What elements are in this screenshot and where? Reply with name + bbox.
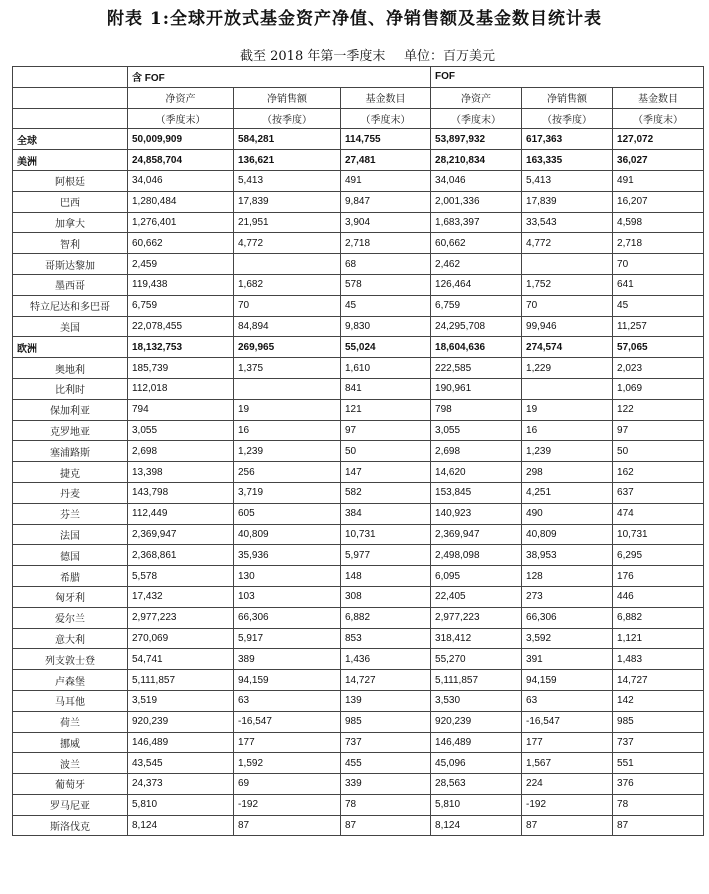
value-cell: 3,904 [341, 212, 431, 233]
region-name: 克罗地亚 [13, 420, 128, 441]
table-row [13, 295, 704, 316]
value-cell: 273 [522, 586, 613, 607]
value-cell: 10,731 [341, 524, 431, 545]
table-row [13, 441, 704, 462]
value-cell: 5,917 [234, 628, 341, 649]
value-cell: 256 [234, 462, 341, 483]
value-cell: 14,727 [613, 670, 704, 691]
region-name: 匈牙利 [13, 586, 128, 607]
value-cell: 8,124 [128, 815, 234, 836]
region-name: 巴西 [13, 191, 128, 212]
value-cell: 5,413 [234, 170, 341, 191]
value-cell: 1,375 [234, 358, 341, 379]
value-cell: 22,405 [431, 586, 522, 607]
value-cell: 384 [341, 503, 431, 524]
value-cell: 97 [613, 420, 704, 441]
column-subheader-row [13, 108, 704, 129]
value-cell: 19 [234, 399, 341, 420]
value-cell: 1,280,484 [128, 191, 234, 212]
col-subheader: （季度末） [431, 108, 522, 129]
value-cell: 28,210,834 [431, 150, 522, 171]
table-row [13, 774, 704, 795]
region-name: 芬兰 [13, 503, 128, 524]
value-cell: 163,335 [522, 150, 613, 171]
value-cell: 6,759 [128, 295, 234, 316]
region-name: 美国 [13, 316, 128, 337]
value-cell: 119,438 [128, 274, 234, 295]
value-cell: 112,018 [128, 378, 234, 399]
col-subheader: （按季度） [234, 108, 341, 129]
region-name: 哥斯达黎加 [13, 254, 128, 275]
region-name: 保加利亚 [13, 399, 128, 420]
subheader-blank [13, 108, 128, 129]
value-cell: 130 [234, 566, 341, 587]
column-header-row [13, 87, 704, 108]
value-cell: 4,251 [522, 482, 613, 503]
value-cell: 582 [341, 482, 431, 503]
value-cell: 55,270 [431, 649, 522, 670]
page-title: 附表 1:全球开放式基金资产净值、净销售额及基金数目统计表 [106, 9, 603, 29]
value-cell: -16,547 [234, 711, 341, 732]
region-name: 比利时 [13, 378, 128, 399]
region-name: 马耳他 [13, 690, 128, 711]
value-cell: 6,759 [431, 295, 522, 316]
value-cell: 2,977,223 [431, 607, 522, 628]
region-name: 塞浦路斯 [13, 441, 128, 462]
value-cell: 5,578 [128, 566, 234, 587]
value-cell: 127,072 [613, 129, 704, 150]
value-cell: 339 [341, 774, 431, 795]
value-cell: 985 [613, 711, 704, 732]
value-cell: 69 [234, 774, 341, 795]
value-cell: 36,027 [613, 150, 704, 171]
table-row [13, 378, 704, 399]
value-cell: 641 [613, 274, 704, 295]
value-cell: 18,604,636 [431, 337, 522, 358]
col-subheader: （按季度） [522, 108, 613, 129]
value-cell: 3,719 [234, 482, 341, 503]
col-subheader: （季度末） [341, 108, 431, 129]
value-cell: 139 [341, 690, 431, 711]
value-cell: 87 [341, 815, 431, 836]
value-cell: 4,772 [234, 233, 341, 254]
table-row [13, 191, 704, 212]
value-cell: 841 [341, 378, 431, 399]
value-cell: 143,798 [128, 482, 234, 503]
value-cell: 2,462 [431, 254, 522, 275]
table-row [13, 316, 704, 337]
region-name: 智利 [13, 233, 128, 254]
value-cell: 176 [613, 566, 704, 587]
value-cell: 1,483 [613, 649, 704, 670]
value-cell: 737 [613, 732, 704, 753]
value-cell: 920,239 [128, 711, 234, 732]
value-cell: -192 [522, 794, 613, 815]
value-cell: 17,432 [128, 586, 234, 607]
value-cell: 45 [613, 295, 704, 316]
value-cell: 190,961 [431, 378, 522, 399]
value-cell: 50 [613, 441, 704, 462]
value-cell: 153,845 [431, 482, 522, 503]
table-row [13, 794, 704, 815]
region-name: 列支敦士登 [13, 649, 128, 670]
table-row [13, 670, 704, 691]
value-cell: 2,023 [613, 358, 704, 379]
value-cell: 1,276,401 [128, 212, 234, 233]
region-name: 阿根廷 [13, 170, 128, 191]
value-cell: 9,847 [341, 191, 431, 212]
value-cell: 2,718 [613, 233, 704, 254]
value-cell: 121 [341, 399, 431, 420]
col-subheader: （季度末） [613, 108, 704, 129]
value-cell: 33,543 [522, 212, 613, 233]
table-row [13, 690, 704, 711]
value-cell: 2,459 [128, 254, 234, 275]
value-cell: 19 [522, 399, 613, 420]
value-cell: 5,810 [128, 794, 234, 815]
value-cell: 66,306 [234, 607, 341, 628]
value-cell [522, 378, 613, 399]
value-cell: 70 [613, 254, 704, 275]
value-cell: 3,530 [431, 690, 522, 711]
col-header: 净销售额 [234, 87, 341, 108]
value-cell: 6,882 [341, 607, 431, 628]
value-cell: 11,257 [613, 316, 704, 337]
value-cell: 391 [522, 649, 613, 670]
value-cell: 1,229 [522, 358, 613, 379]
value-cell: 18,132,753 [128, 337, 234, 358]
value-cell: 2,498,098 [431, 545, 522, 566]
value-cell: 1,752 [522, 274, 613, 295]
value-cell: 35,936 [234, 545, 341, 566]
table-row [13, 566, 704, 587]
value-cell: 4,598 [613, 212, 704, 233]
value-cell: 9,830 [341, 316, 431, 337]
value-cell: 94,159 [234, 670, 341, 691]
table-row [13, 628, 704, 649]
value-cell: 43,545 [128, 753, 234, 774]
value-cell: 308 [341, 586, 431, 607]
date-note: 截至 2018 年第一季度末 [240, 49, 386, 64]
value-cell: 5,413 [522, 170, 613, 191]
value-cell: 50 [341, 441, 431, 462]
value-cell: 6,882 [613, 607, 704, 628]
table-row [13, 607, 704, 628]
unit-note: 单位：百万美元 [404, 49, 496, 64]
value-cell: 122 [613, 399, 704, 420]
value-cell: 1,239 [234, 441, 341, 462]
value-cell: 60,662 [431, 233, 522, 254]
value-cell: 2,369,947 [128, 524, 234, 545]
value-cell: 185,739 [128, 358, 234, 379]
table-row [13, 337, 704, 358]
value-cell: 147 [341, 462, 431, 483]
value-cell: 270,069 [128, 628, 234, 649]
table-row [13, 753, 704, 774]
value-cell: 1,121 [613, 628, 704, 649]
value-cell: 55,024 [341, 337, 431, 358]
value-cell: 985 [341, 711, 431, 732]
value-cell: 389 [234, 649, 341, 670]
col-header: 净资产 [431, 87, 522, 108]
col-header: 基金数目 [341, 87, 431, 108]
col-subheader: （季度末） [128, 108, 234, 129]
table-row [13, 482, 704, 503]
value-cell: 34,046 [128, 170, 234, 191]
region-name: 爱尔兰 [13, 607, 128, 628]
table-row [13, 129, 704, 150]
region-name: 奥地利 [13, 358, 128, 379]
value-cell: 637 [613, 482, 704, 503]
value-cell: 14,727 [341, 670, 431, 691]
value-cell: 1,592 [234, 753, 341, 774]
region-name: 希腊 [13, 566, 128, 587]
value-cell: 2,698 [128, 441, 234, 462]
table-row [13, 150, 704, 171]
table-row [13, 649, 704, 670]
value-cell: 112,449 [128, 503, 234, 524]
value-cell: 578 [341, 274, 431, 295]
value-cell: 27,481 [341, 150, 431, 171]
value-cell: -16,547 [522, 711, 613, 732]
value-cell: 1,683,397 [431, 212, 522, 233]
value-cell: 87 [522, 815, 613, 836]
value-cell: 737 [341, 732, 431, 753]
value-cell: 140,923 [431, 503, 522, 524]
value-cell: 2,369,947 [431, 524, 522, 545]
value-cell: 45 [341, 295, 431, 316]
value-cell: 13,398 [128, 462, 234, 483]
value-cell: 57,065 [613, 337, 704, 358]
value-cell: 34,046 [431, 170, 522, 191]
table-row [13, 732, 704, 753]
value-cell: 99,946 [522, 316, 613, 337]
value-cell: 2,718 [341, 233, 431, 254]
value-cell: 5,111,857 [431, 670, 522, 691]
value-cell [522, 254, 613, 275]
value-cell: 269,965 [234, 337, 341, 358]
table-row [13, 212, 704, 233]
value-cell: 17,839 [522, 191, 613, 212]
value-cell: 3,519 [128, 690, 234, 711]
value-cell: 136,621 [234, 150, 341, 171]
value-cell: 45,096 [431, 753, 522, 774]
value-cell: 53,897,932 [431, 129, 522, 150]
region-name: 法国 [13, 524, 128, 545]
value-cell: 490 [522, 503, 613, 524]
value-cell: 5,111,857 [128, 670, 234, 691]
value-cell: 148 [341, 566, 431, 587]
value-cell: 617,363 [522, 129, 613, 150]
value-cell: 70 [234, 295, 341, 316]
table-row [13, 462, 704, 483]
value-cell: 14,620 [431, 462, 522, 483]
value-cell: 1,610 [341, 358, 431, 379]
value-cell: 1,239 [522, 441, 613, 462]
col-header: 净销售额 [522, 87, 613, 108]
value-cell: 4,772 [522, 233, 613, 254]
value-cell: 551 [613, 753, 704, 774]
corner-cell [13, 67, 128, 88]
region-name: 卢森堡 [13, 670, 128, 691]
value-cell: 798 [431, 399, 522, 420]
value-cell: 298 [522, 462, 613, 483]
value-cell: 10,731 [613, 524, 704, 545]
region-name: 波兰 [13, 753, 128, 774]
value-cell: 3,592 [522, 628, 613, 649]
value-cell [234, 378, 341, 399]
value-cell: 78 [341, 794, 431, 815]
value-cell: 446 [613, 586, 704, 607]
value-cell: 853 [341, 628, 431, 649]
region-name: 墨西哥 [13, 274, 128, 295]
value-cell: 22,078,455 [128, 316, 234, 337]
region-name: 特立尼达和多巴哥 [13, 295, 128, 316]
region-name: 欧洲 [13, 337, 128, 358]
value-cell: 142 [613, 690, 704, 711]
value-cell: 94,159 [522, 670, 613, 691]
value-cell: 491 [613, 170, 704, 191]
value-cell [234, 254, 341, 275]
value-cell: 78 [613, 794, 704, 815]
value-cell: 40,809 [522, 524, 613, 545]
table-row [13, 711, 704, 732]
value-cell: 474 [613, 503, 704, 524]
value-cell: 16 [522, 420, 613, 441]
value-cell: 54,741 [128, 649, 234, 670]
value-cell: 6,295 [613, 545, 704, 566]
value-cell: 274,574 [522, 337, 613, 358]
value-cell: 920,239 [431, 711, 522, 732]
table-row [13, 503, 704, 524]
value-cell: 16 [234, 420, 341, 441]
region-name: 挪威 [13, 732, 128, 753]
table-row [13, 358, 704, 379]
value-cell: 63 [522, 690, 613, 711]
value-cell: 40,809 [234, 524, 341, 545]
value-cell: 87 [234, 815, 341, 836]
table-row [13, 586, 704, 607]
value-cell: 128 [522, 566, 613, 587]
value-cell: 87 [613, 815, 704, 836]
value-cell: 1,436 [341, 649, 431, 670]
value-cell: 455 [341, 753, 431, 774]
region-name: 加拿大 [13, 212, 128, 233]
region-name: 斯洛伐克 [13, 815, 128, 836]
value-cell: 17,839 [234, 191, 341, 212]
region-name: 美洲 [13, 150, 128, 171]
table-row [13, 545, 704, 566]
region-name: 荷兰 [13, 711, 128, 732]
value-cell: 63 [234, 690, 341, 711]
region-name: 丹麦 [13, 482, 128, 503]
region-name: 德国 [13, 545, 128, 566]
region-name: 葡萄牙 [13, 774, 128, 795]
value-cell: 794 [128, 399, 234, 420]
value-cell: 24,373 [128, 774, 234, 795]
value-cell: -192 [234, 794, 341, 815]
table-row [13, 170, 704, 191]
value-cell: 177 [234, 732, 341, 753]
value-cell: 84,894 [234, 316, 341, 337]
table-row [13, 274, 704, 295]
value-cell: 5,810 [431, 794, 522, 815]
region-name: 罗马尼亚 [13, 794, 128, 815]
value-cell: 50,009,909 [128, 129, 234, 150]
value-cell: 97 [341, 420, 431, 441]
table-row [13, 524, 704, 545]
region-name: 捷克 [13, 462, 128, 483]
value-cell: 146,489 [431, 732, 522, 753]
table-row [13, 420, 704, 441]
value-cell: 3,055 [128, 420, 234, 441]
value-cell: 318,412 [431, 628, 522, 649]
value-cell: 1,682 [234, 274, 341, 295]
table-row [13, 815, 704, 836]
table-row [13, 399, 704, 420]
col-header: 净资产 [128, 87, 234, 108]
value-cell: 28,563 [431, 774, 522, 795]
value-cell: 2,977,223 [128, 607, 234, 628]
table-row [13, 254, 704, 275]
value-cell: 376 [613, 774, 704, 795]
value-cell: 24,295,708 [431, 316, 522, 337]
value-cell: 605 [234, 503, 341, 524]
col-header: 基金数目 [613, 87, 704, 108]
value-cell: 66,306 [522, 607, 613, 628]
value-cell: 1,069 [613, 378, 704, 399]
value-cell: 2,698 [431, 441, 522, 462]
value-cell: 2,001,336 [431, 191, 522, 212]
value-cell: 126,464 [431, 274, 522, 295]
group-header-fof: FOF [431, 67, 704, 88]
value-cell: 60,662 [128, 233, 234, 254]
value-cell: 162 [613, 462, 704, 483]
value-cell: 70 [522, 295, 613, 316]
value-cell: 38,953 [522, 545, 613, 566]
value-cell: 5,977 [341, 545, 431, 566]
region-name: 意大利 [13, 628, 128, 649]
value-cell: 177 [522, 732, 613, 753]
value-cell: 24,858,704 [128, 150, 234, 171]
value-cell: 16,207 [613, 191, 704, 212]
value-cell: 8,124 [431, 815, 522, 836]
group-header-incl-fof: 含 FOF [128, 67, 431, 88]
value-cell: 68 [341, 254, 431, 275]
fund-statistics-table [12, 66, 704, 836]
value-cell: 222,585 [431, 358, 522, 379]
group-header-row [13, 67, 704, 88]
value-cell: 146,489 [128, 732, 234, 753]
region-name: 全球 [13, 129, 128, 150]
table-row [13, 233, 704, 254]
value-cell: 1,567 [522, 753, 613, 774]
value-cell: 114,755 [341, 129, 431, 150]
value-cell: 2,368,861 [128, 545, 234, 566]
value-cell: 3,055 [431, 420, 522, 441]
value-cell: 6,095 [431, 566, 522, 587]
value-cell: 584,281 [234, 129, 341, 150]
value-cell: 491 [341, 170, 431, 191]
value-cell: 224 [522, 774, 613, 795]
value-cell: 103 [234, 586, 341, 607]
value-cell: 21,951 [234, 212, 341, 233]
header-blank [13, 87, 128, 108]
